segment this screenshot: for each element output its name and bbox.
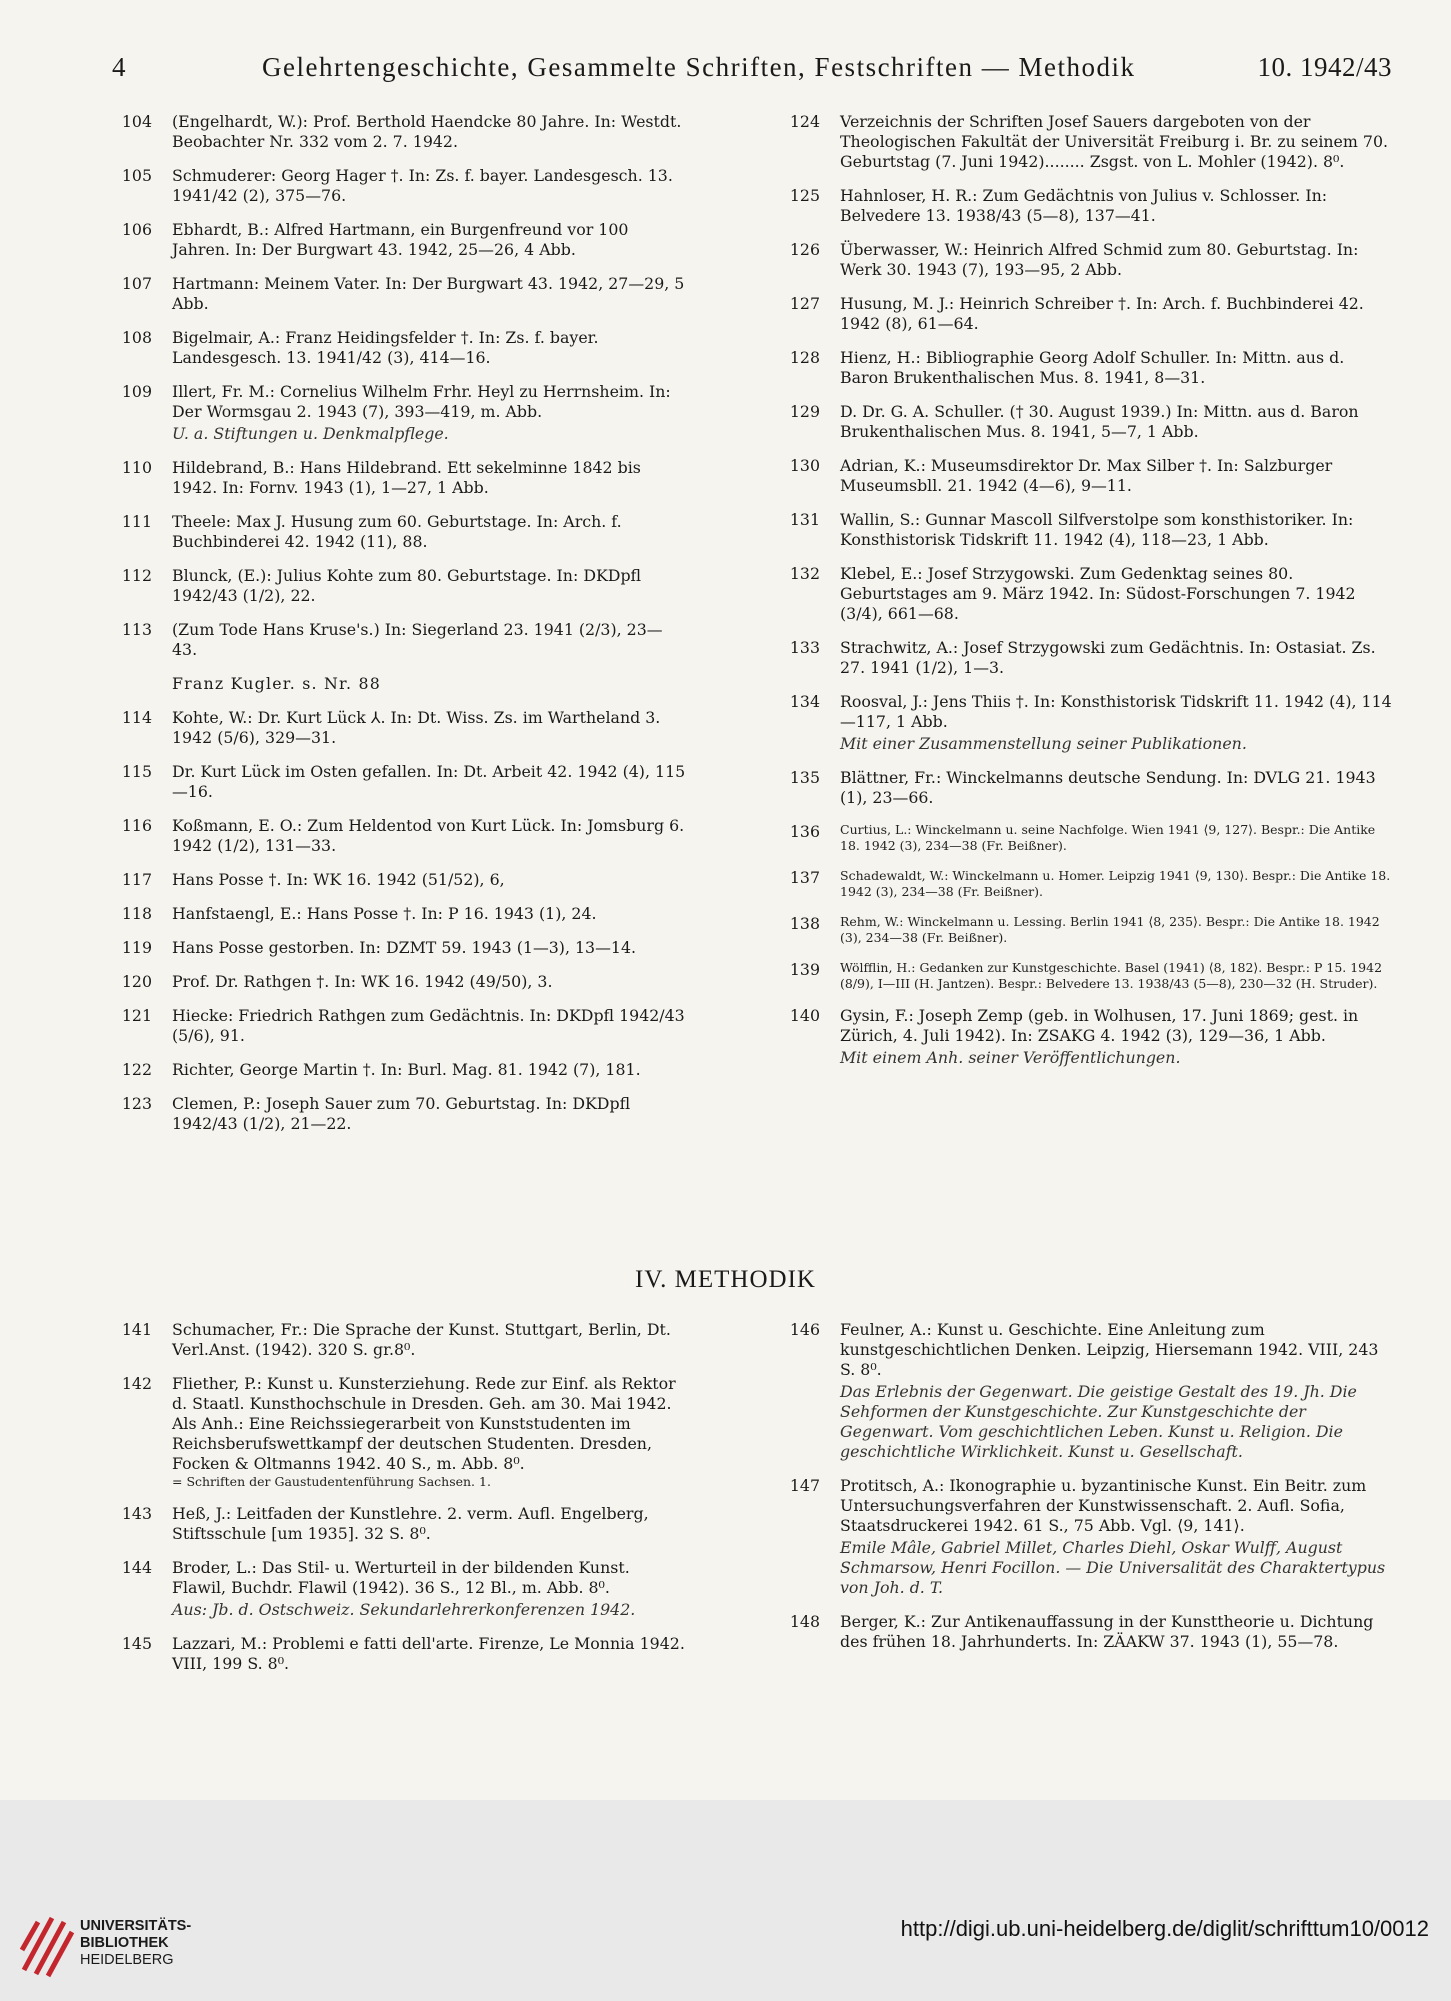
entry-text: Illert, Fr. M.: Cornelius Wilhelm Frhr. Heyl zu Herrnsheim. In: Der Wormsgau 2. 1943 (7), 393—419, m. Abb. [172,382,671,421]
entry-number: 135 [789,768,820,787]
bibliography-entry [112,1504,687,1544]
entry-number: 105 [121,166,152,185]
entry-number: 118 [121,904,152,923]
entry-text: Kohte, W.: Dr. Kurt Lück ⅄. In: Dt. Wiss. Zs. im Wartheland 3. 1942 (5/6), 329—31. [172,708,661,747]
bibliography-entry [780,638,1392,678]
bibliography-entry [112,220,687,260]
entry-number: 121 [121,1006,152,1025]
entry-number: 107 [121,274,152,293]
bibliography-entry [112,382,687,444]
bibliography-entry [780,564,1392,624]
bibliography-entry [112,328,687,368]
entry-text: (Engelhardt, W.): Prof. Berthold Haendcke 80 Jahre. In: Westdt. Beobachter Nr. 332 vom 2. 7. 1942. [172,112,682,151]
entry-number: 133 [789,638,820,657]
entry-text: Hahnloser, H. R.: Zum Gedächtnis von Julius v. Schlosser. In: Belvedere 13. 1938/43 (5—8), 137—41. [840,186,1328,225]
entry-number: 123 [121,1094,152,1113]
running-title: Gelehrtengeschichte, Gesammelte Schriften, Festschriften — Methodik [262,52,1136,82]
bibliography-entry [780,402,1392,442]
entry-text: Blunck, (E.): Julius Kohte zum 80. Geburtstage. In: DKDpfl 1942/43 (1/2), 22. [172,566,642,605]
entry-number: 114 [121,708,152,727]
entry-number: 129 [789,402,820,421]
entry-text: Dr. Kurt Lück im Osten gefallen. In: Dt. Arbeit 42. 1942 (4), 115—16. [172,762,686,801]
entry-text: Hartmann: Meinem Vater. In: Der Burgwart 43. 1942, 27—29, 5 Abb. [172,274,685,313]
bibliography-entry [112,620,687,660]
library-name: UNIVERSITÄTS- BIBLIOTHEK HEIDELBERG [80,1918,192,1968]
bibliography-entry [112,816,687,856]
bibliography-entry [780,186,1392,226]
entry-number: 136 [789,822,820,841]
bibliography-entry [112,972,687,992]
entry-text: Wallin, S.: Gunnar Mascoll Silfverstolpe som konsthistoriker. In: Konsthistorisk Tidskrift 11. 1942 (4), 118—23, 1 Abb. [840,510,1354,549]
entry-text: Clemen, P.: Joseph Sauer zum 70. Geburtstag. In: DKDpfl 1942/43 (1/2), 21—22. [172,1094,631,1133]
entry-number: 148 [789,1612,820,1631]
entry-text: Überwasser, W.: Heinrich Alfred Schmid zum 80. Geburtstag. In: Werk 30. 1943 (7), 193—95, 2 Abb. [840,240,1359,279]
entry-text: Bigelmair, A.: Franz Heidingsfelder †. In: Zs. f. bayer. Landesgesch. 13. 1941/42 (3), 414—16. [172,328,599,367]
bibliography-entry [112,870,687,890]
entry-number: 137 [789,868,820,887]
entry-number: 125 [789,186,820,205]
entry-text: Koßmann, E. O.: Zum Heldentod von Kurt Lück. In: Jomsburg 6. 1942 (1/2), 131—33. [172,816,685,855]
entry-number: 116 [121,816,152,835]
entry-number: 147 [789,1476,820,1495]
entry-text: Blättner, Fr.: Winckelmanns deutsche Sendung. In: DVLG 21. 1943 (1), 23—66. [840,768,1376,807]
entry-text: Husung, M. J.: Heinrich Schreiber †. In: Arch. f. Buchbinderei 42. 1942 (8), 61—64. [840,294,1364,333]
entry-annotation: U. a. Stiftungen u. Denkmalpflege. [172,424,449,443]
right-column [780,112,1392,1082]
bibliography-entry [112,708,687,748]
bibliography-entry [780,112,1392,172]
entry-text: Berger, K.: Zur Antikenauffassung in der Kunsttheorie u. Dichtung des frühen 18. Jahrhunderts. In: ZÄAKW 37. 1943 (1), 55—78. [840,1612,1374,1651]
entry-text: Heß, J.: Leitfaden der Kunstlehre. 2. verm. Aufl. Engelberg, Stiftsschule [um 1935]. 32 S. 8⁰. [172,1504,649,1543]
bibliography-entry [780,240,1392,280]
entry-number: 132 [789,564,820,583]
entry-number: 146 [789,1320,820,1339]
bibliography-entry [112,166,687,206]
bibliography-entry [780,822,1392,854]
entry-text: Hildebrand, B.: Hans Hildebrand. Ett sekelminne 1842 bis 1942. In: Fornv. 1943 (1), 1—27, 1 Abb. [172,458,641,497]
entry-annotation: Mit einem Anh. seiner Veröffentlichungen. [840,1048,1181,1067]
entry-number: 110 [121,458,152,477]
entry-annotation: Mit einer Zusammenstellung seiner Publikationen. [840,734,1247,753]
entry-number: 117 [121,870,152,889]
bibliography-entry [780,294,1392,334]
bibliography-entry [780,1320,1392,1462]
bibliography-entry [780,868,1392,900]
bibliography-entry [780,1612,1392,1652]
entry-text: Gysin, F.: Joseph Zemp (geb. in Wolhusen, 17. Juni 1869; gest. in Zürich, 4. Juli 1942). In: ZSAKG 4. 1942 (3), 129—36, 1 Abb. [840,1006,1359,1045]
entry-text: Richter, George Martin †. In: Burl. Mag. 81. 1942 (7), 181. [172,1060,641,1079]
bibliography-entry [112,1320,687,1360]
entry-text: Rehm, W.: Winckelmann u. Lessing. Berlin 1941 ⟨8, 235⟩. Bespr.: Die Antike 18. 1942 (3), 234—38 (Fr. Beißner). [840,914,1380,945]
bibliography-entry [780,914,1392,946]
entry-text: Protitsch, A.: Ikonographie u. byzantinische Kunst. Ein Beitr. zum Untersuchungsverfahren der Kunstwissenschaft. 2. Aufl. Sofia, Staatsdruckerei 1942. 61 S., 75 Abb. Vgl. ⟨9, 141⟩. [840,1476,1367,1535]
entry-text: Schmuderer: Georg Hager †. In: Zs. f. bayer. Landesgesch. 13. 1941/42 (2), 375—76. [172,166,673,205]
bibliography-entry [112,1374,687,1490]
entry-annotation: Das Erlebnis der Gegenwart. Die geistige Gestalt des 19. Jh. Die Sehformen der Kunstgeschichte. Zur Kunstgeschichte der Gegenwart. Vom geschichtlichen Leben. Kunst u. Religion. Die geschichtliche Wirklichkeit. Kunst u. Gesellschaft. [840,1382,1357,1461]
entry-number: 115 [121,762,152,781]
entry-number: 111 [121,512,152,531]
entry-text: Klebel, E.: Josef Strzygowski. Zum Gedenktag seines 80. Geburtstages am 9. März 1942. In: Südost-Forschungen 7. 1942 (3/4), 661—68. [840,564,1356,623]
entry-number: 119 [121,938,152,957]
entry-annotation: Emile Mâle, Gabriel Millet, Charles Diehl, Oskar Wulff, August Schmarsow, Henri Focillon. — Die Universalität des Charaktertypus von Joh. d. T. [840,1538,1386,1597]
entry-annotation: Aus: Jb. d. Ostschweiz. Sekundarlehrerkonferenzen 1942. [172,1600,636,1619]
entry-number: 104 [121,112,152,131]
entry-text: Lazzari, M.: Problemi e fatti dell'arte. Firenze, Le Monnia 1942. VIII, 199 S. 8⁰. [172,1634,685,1673]
volume-label: 10. 1942/43 [1257,52,1392,82]
bibliography-entry [112,1558,687,1620]
bibliography-entry [780,1006,1392,1068]
entry-number: 109 [121,382,152,401]
bibliography-entry [112,674,687,694]
entry-text: D. Dr. G. A. Schuller. († 30. August 1939.) In: Mittn. aus d. Baron Brukenthalischen Mus. 8. 1941, 5—7, 1 Abb. [840,402,1359,441]
entry-number: 113 [121,620,152,639]
entry-text: Feulner, A.: Kunst u. Geschichte. Eine Anleitung zum kunstgeschichtlichen Denken. Leipzig, Hiersemann 1942. VIII, 243 S. 8⁰. [840,1320,1379,1379]
bibliography-entry [112,762,687,802]
entry-number: 131 [789,510,820,529]
bibliography-entry [112,1060,687,1080]
entry-text: Ebhardt, B.: Alfred Hartmann, ein Burgenfreund vor 100 Jahren. In: Der Burgwart 43. 1942, 25—26, 4 Abb. [172,220,629,259]
entry-number: 130 [789,456,820,475]
entry-number: 126 [789,240,820,259]
section-title: IV. METHODIK [635,1266,816,1293]
bibliography-entry [112,512,687,552]
entry-text: Theele: Max J. Husung zum 60. Geburtstage. In: Arch. f. Buchbinderei 42. 1942 (11), 88. [172,512,622,551]
bibliography-entry [112,1634,687,1674]
entry-number: 141 [121,1320,152,1339]
entry-text: Prof. Dr. Rathgen †. In: WK 16. 1942 (49/50), 3. [172,972,553,991]
entry-number: 142 [121,1374,152,1393]
page-number: 4 [112,52,127,82]
library-logo-icon [18,1910,78,1980]
entry-number: 112 [121,566,152,585]
bibliography-entry [112,1094,687,1134]
entry-number: 138 [789,914,820,933]
entry-text: (Zum Tode Hans Kruse's.) In: Siegerland 23. 1941 (2/3), 23—43. [172,620,663,659]
bibliography-entry [780,768,1392,808]
entry-text: Strachwitz, A.: Josef Strzygowski zum Gedächtnis. In: Ostasiat. Zs. 27. 1941 (1/2), 1—3. [840,638,1376,677]
bibliography-entry [780,510,1392,550]
footer-bar [0,1800,1451,2001]
entry-number: 145 [121,1634,152,1653]
bibliography-entry [780,960,1392,992]
bibliography-entry [112,938,687,958]
bibliography-entry [112,458,687,498]
entry-text: Hans Posse gestorben. In: DZMT 59. 1943 (1—3), 13—14. [172,938,637,957]
entry-number: 124 [789,112,820,131]
bibliography-entry [780,1476,1392,1598]
entry-number: 108 [121,328,152,347]
entry-number: 144 [121,1558,152,1577]
methodik-right-column [780,1320,1392,1666]
bibliography-entry [112,566,687,606]
entry-text: Schadewaldt, W.: Winckelmann u. Homer. Leipzig 1941 ⟨9, 130⟩. Bespr.: Die Antike 18. 1942 (3), 234—38 (Fr. Beißner). [840,868,1391,899]
page-header [112,52,1392,92]
entry-text: Adrian, K.: Museumsdirektor Dr. Max Silber †. In: Salzburger Museumsbll. 21. 1942 (4—6), 9—11. [840,456,1333,495]
entry-text: Fliether, P.: Kunst u. Kunsterziehung. Rede zur Einf. als Rektor d. Staatl. Kunsthochschule in Dresden. Geh. am 30. Mai 1942. Als Anh.: Eine Reichssiegerarbeit von Kunststudenten im Reichsberufswettkampf der deutschen Studenten. Dresden, Focken & Oltmanns 1942. 40 S., m. Abb. 8⁰. [172,1374,676,1473]
entry-text: Schumacher, Fr.: Die Sprache der Kunst. Stuttgart, Berlin, Dt. Verl.Anst. (1942). 320 S. gr.8⁰. [172,1320,671,1359]
entry-text: Hienz, H.: Bibliographie Georg Adolf Schuller. In: Mittn. aus d. Baron Brukenthalischen Mus. 8. 1941, 8—31. [840,348,1345,387]
methodik-left-column [112,1320,687,1688]
left-column [112,112,687,1148]
bibliography-entry [780,456,1392,496]
bibliography-entry [780,348,1392,388]
entry-number: 106 [121,220,152,239]
entry-series-note: = Schriften der Gaustudentenführung Sachsen. 1. [172,1474,491,1489]
entry-number: 140 [789,1006,820,1025]
entry-text: Roosval, J.: Jens Thiis †. In: Konsthistorisk Tidskrift 11. 1942 (4), 114—117, 1 Abb. [840,692,1392,731]
entry-text: Franz Kugler. s. Nr. 88 [172,674,381,693]
entry-text: Wölfflin, H.: Gedanken zur Kunstgeschichte. Basel (1941) ⟨8, 182⟩. Bespr.: P 15. 1942 (8/9), I—III (H. Jantzen). Bespr.: Belvedere 13. 1938/43 (5—8), 230—32 (H. Struder). [840,960,1383,991]
entry-text: Broder, L.: Das Stil- u. Werturteil in der bildenden Kunst. Flawil, Buchdr. Flawil (1942). 36 S., 12 Bl., m. Abb. 8⁰. [172,1558,630,1597]
entry-text: Curtius, L.: Winckelmann u. seine Nachfolge. Wien 1941 ⟨9, 127⟩. Bespr.: Die Antike 18. 1942 (3), 234—38 (Fr. Beißner). [840,822,1376,853]
bibliography-entry [112,1006,687,1046]
entry-text: Verzeichnis der Schriften Josef Sauers dargeboten von der Theologischen Fakultät der Universität Freiburg i. Br. zu seinem 70. Geburtstag (7. Juni 1942)........ Zsgst. von L. Mohler (1942). 8⁰. [840,112,1389,171]
entry-number: 122 [121,1060,152,1079]
entry-number: 120 [121,972,152,991]
bibliography-entry [112,112,687,152]
source-url-link[interactable]: http://digi.ub.uni-heidelberg.de/diglit/schrifttum10/0012 [900,1916,1429,1941]
entry-number: 139 [789,960,820,979]
bibliography-entry [112,904,687,924]
entry-text: Hanfstaengl, E.: Hans Posse †. In: P 16. 1943 (1), 24. [172,904,597,923]
entry-number: 134 [789,692,820,711]
bibliography-entry [780,692,1392,754]
entry-text: Hans Posse †. In: WK 16. 1942 (51/52), 6, [172,870,505,889]
entry-number: 127 [789,294,820,313]
entry-number: 128 [789,348,820,367]
entry-text: Hiecke: Friedrich Rathgen zum Gedächtnis. In: DKDpfl 1942/43 (5/6), 91. [172,1006,685,1045]
bibliography-entry [112,274,687,314]
entry-number: 143 [121,1504,152,1523]
